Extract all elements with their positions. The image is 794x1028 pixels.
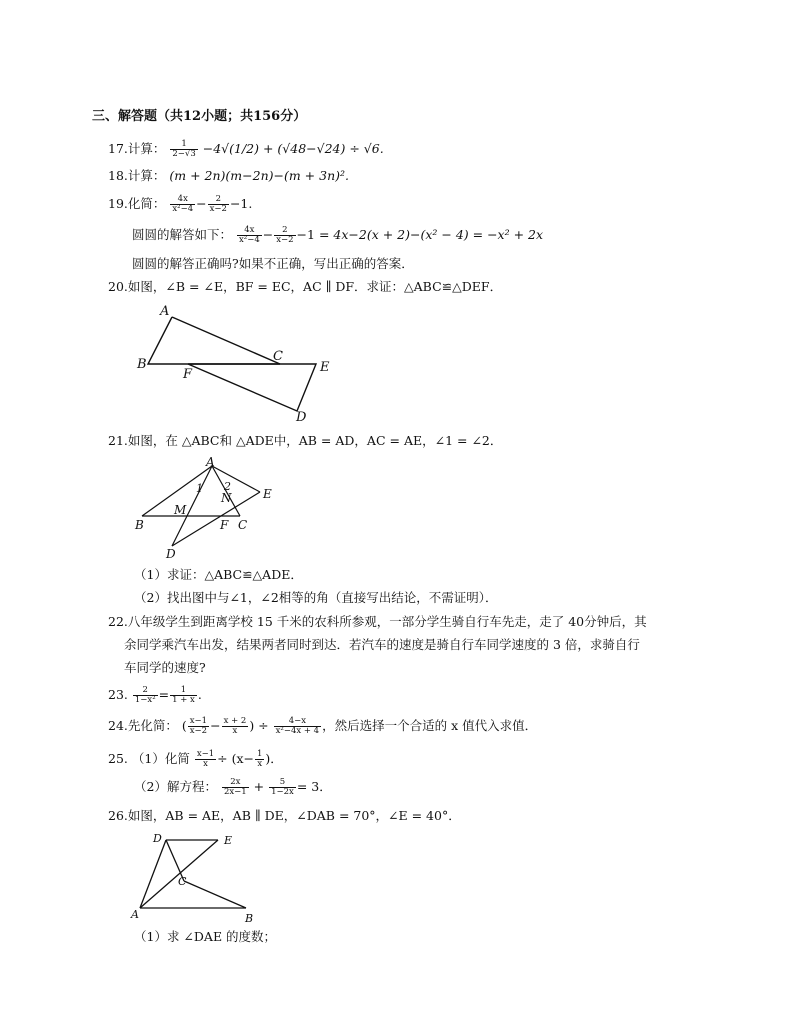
fig20-triangle-abc [148, 317, 280, 364]
fig26-label-a: A [131, 908, 139, 921]
fig21-label-c: C [238, 518, 248, 532]
fig21-label-1: 1 [196, 482, 203, 495]
section-title: 三、解答题（共12小题；共156分） [92, 109, 307, 124]
question-21-sub2: （2）找出图中与∠1，∠2相等的角（直接写出结论，不需证明）． [134, 590, 498, 605]
fig26-label-b: B [245, 912, 254, 922]
question-22-line1: 22.八年级学生到距离学校 15 千米的农科所参观，一部分学生骑自行车先走，走了 40分钟后，其 [108, 614, 647, 629]
question-19: 19.化简： $\frac{4x}{\text{x²−4}}$ − $\frac{2}{x-2}$ −1. [108, 194, 253, 214]
fig21-label-f: F [220, 518, 229, 532]
fig20-label-e: E [320, 360, 330, 375]
fig21-label-n: N [221, 491, 232, 505]
fig20-label-d: D [296, 410, 307, 425]
question-26-sub1: （1）求 ∠DAE 的度数； [134, 929, 277, 944]
question-17: 17.计算： $\frac{1}{2-√3}$ −4√(1/2) + (√48−√24) ÷ √6. [108, 139, 384, 159]
fig20-label-b: B [137, 357, 147, 372]
question-22-line2: 余同学乘汽车出发，结果两者同时到达．若汽车的速度是骑自行车同学速度的 3 倍，求骑自行 [124, 637, 640, 652]
question-19-solution: 圆圆的解答如下： $\frac{4x}{\text{x²−4}}$ − $\frac{2}{x-2}$ −1 = 4x−2(x + 2)−(x² − 4) = −x² + 2x [132, 225, 544, 245]
question-23: 23. $\frac{2}{\text{1−x²}}$ = $\frac{1}{1 + x}$ . [108, 685, 202, 705]
fig21-label-d: D [166, 547, 176, 561]
question-25-sub2: （2）解方程： $\frac{2x}{2x-1}$ + $\frac{5}{1-2x}$ = 3． [134, 777, 332, 797]
question-18: 18.计算： (m + 2n)(m−2n)−(m + 3n)². [108, 168, 349, 183]
question-19-prompt: 圆圆的解答正确吗?如果不正确，写出正确的答案． [132, 256, 414, 271]
fig21-label-a: A [206, 456, 215, 469]
question-25-sub1: 25. （1）化简 $\frac{x-1}{x}$ ÷ (x− $\frac{1}{x}$ )． [108, 749, 283, 769]
fig21-label-m: M [174, 503, 187, 517]
question-20: 20.如图，∠B = ∠E，BF = EC，AC ∥ DF．求证：△ABC≌△DEF． [108, 279, 503, 294]
question-22-line3: 车同学的速度? [124, 660, 206, 675]
fig21-label-2: 2 [224, 480, 231, 493]
fig20-label-c: C [273, 349, 283, 364]
question-21: 21.如图，在 △ABC和 △ADE中，AB = AD，AC = AE，∠1 = ∠2． [108, 433, 503, 448]
fig20-label-f: F [183, 367, 193, 382]
figure-26 [128, 830, 268, 922]
fig21-label-b: B [135, 518, 144, 532]
figure-21 [130, 456, 290, 564]
fig21-label-e: E [263, 487, 272, 501]
fig20-triangle-def [188, 364, 316, 411]
question-24: 24.先化简： ( $\frac{x-1}{x-2}$ − $\frac{x + 2}{x}$ ) ÷ $\frac{4-x}{\text{x²−4x + 4}}$ ，然后选择一个合适的 x 值代入求值． [108, 716, 538, 736]
fig20-label-a: A [160, 304, 170, 319]
figure-20 [130, 300, 350, 425]
fig26-label-d: D [153, 832, 162, 845]
fig20-line-ac [172, 317, 280, 364]
fig26-label-c: C [178, 875, 187, 888]
question-26: 26.如图，AB = AE，AB ∥ DE，∠DAB = 70°，∠E = 40°． [108, 808, 461, 823]
fig26-label-e: E [224, 834, 233, 847]
question-21-sub1: （1）求证：△ABC≌△ADE． [134, 567, 303, 582]
